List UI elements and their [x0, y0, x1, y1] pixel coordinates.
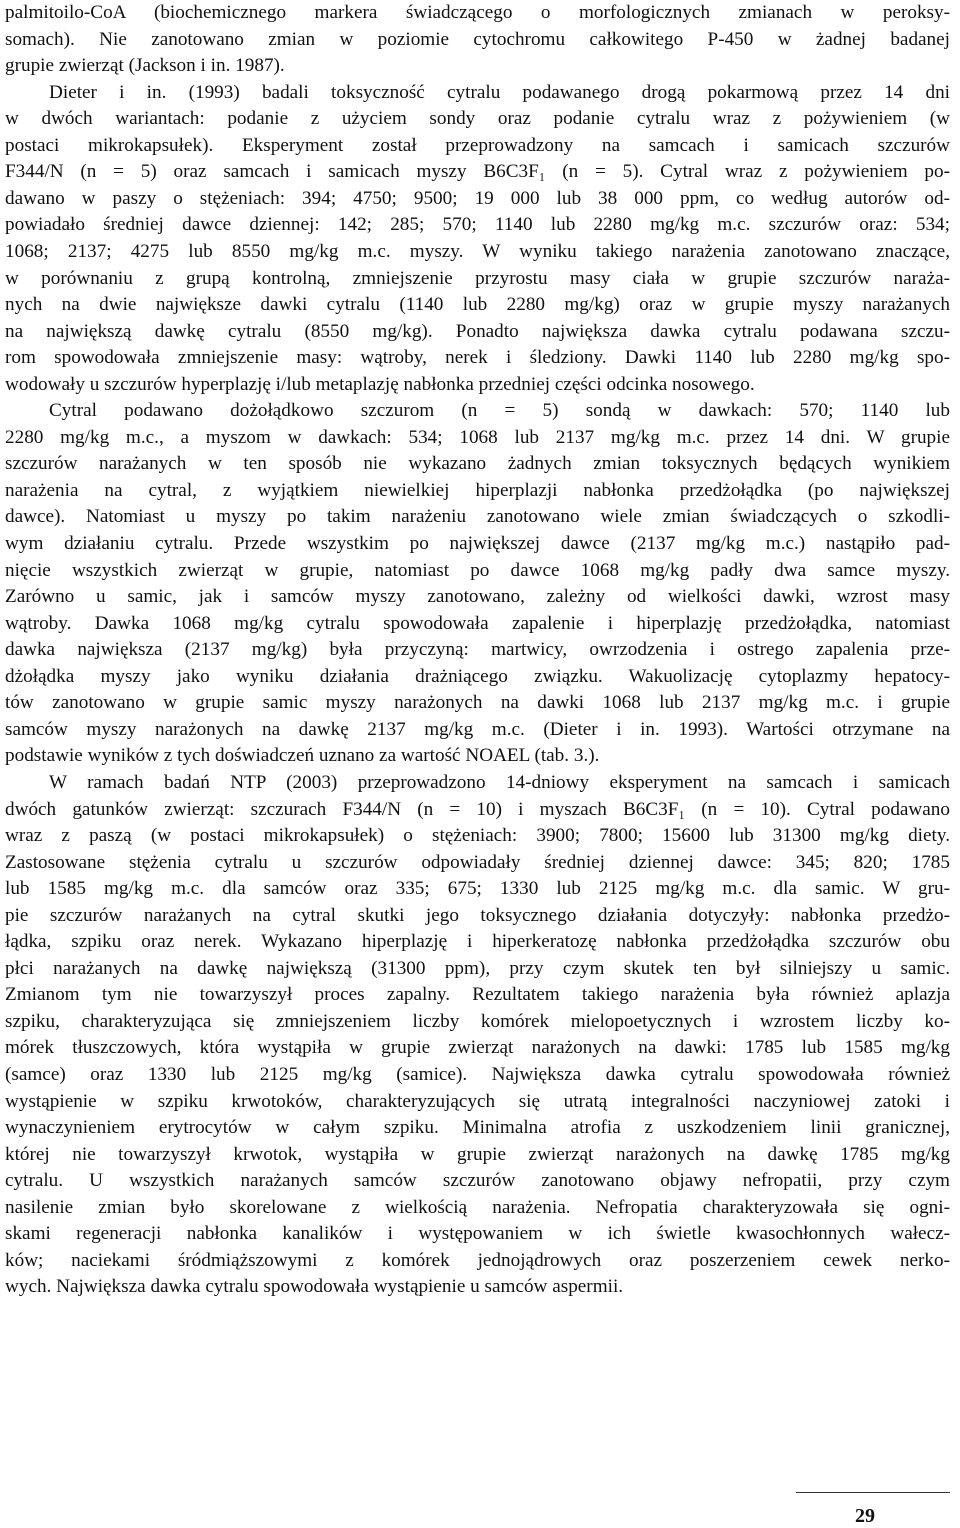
text-line: cytralu. U wszystkich narażanych samców szczurów zanotowano objawy nefropatii, przy czym: [5, 1170, 950, 1192]
text-line: dwóch gatunków zwierząt: szczurach F344/N (n = 10) i myszach B6C3F₁ (n = 10). Cytral podawano: [5, 798, 950, 820]
text-line: Zmianom tym nie towarzyszył proces zapalny. Rezultatem takiego narażenia była również aplazja: [5, 984, 950, 1006]
text-line: somach). Nie zanotowano zmian w poziomie cytochromu całkowitego P-450 w żadnej badanej: [5, 28, 950, 50]
text-line: dawka największa (2137 mg/kg) była przyczyną: martwicy, owrzodzenia i ostrego zapalenia prze-: [5, 639, 950, 661]
text-line: której nie towarzyszył krwotok, wystąpiła w grupie zwierząt narażonych na dawkę 1785 mg/kg: [5, 1143, 950, 1165]
text-line: (samce) oraz 1330 lub 2125 mg/kg (samice). Największa dawka cytralu spowodowała również: [5, 1064, 950, 1085]
text-line: wym działaniu cytralu. Przede wszystkim po największej dawce (2137 mg/kg m.c.) nastąpiło pad-: [5, 533, 950, 554]
text-line: samców myszy narażonych na dawkę 2137 mg/kg m.c. (Dieter i in. 1993). Wartości otrzymane na: [5, 718, 950, 740]
text-line: pie szczurów narażanych na cytral skutki jego toksycznego działania dotyczyły: nabłonka przedżo-: [5, 904, 950, 926]
text-line: W ramach badań NTP (2003) przeprowadzono 14-dniowy eksperyment na samcach i samicach: [49, 771, 950, 793]
text-line: na największą dawkę cytralu (8550 mg/kg). Ponadto największa dawka cytralu podawana szczu-: [5, 320, 950, 342]
text-line: dżołądka myszy jako wyniku działania drażniącego związku. Wakuolizację cytoplazmy hepatocy-: [5, 665, 950, 687]
text-line: palmitoilo-CoA (biochemicznego markera świadczącego o morfologicznych zmianach w peroksy-: [5, 2, 950, 23]
text-line: ków; naciekami śródmiąższowymi z komórek jednojądrowych oraz poszerzeniem cewek nerko-: [5, 1249, 950, 1271]
text-line: łądka, szpiku oraz nerek. Wykazano hiperplazję i hiperkeratozę nabłonka przedżołądka szczurów obu: [5, 931, 950, 953]
text-line: nasilenie zmian było skorelowane z wielkością narażenia. Nefropatia charakteryzowała się ogni-: [5, 1196, 950, 1218]
text-line: wraz z paszą (w postaci mikrokapsułek) o stężeniach: 3900; 7800; 15600 lub 31300 mg/kg diety.: [5, 825, 950, 847]
text-line: Zastosowane stężenia cytralu u szczurów odpowiadały średniej dziennej dawce: 345; 820; 1785: [5, 851, 950, 873]
text-line: szczurów narażanych w ten sposób nie wykazano żadnych zmian toksycznych będących wynikiem: [5, 453, 950, 475]
text-line: szpiku, charakteryzująca się zmniejszeniem liczby komórek mielopoetycznych i wzrostem liczby ko-: [5, 1010, 950, 1032]
text-line: rom spowodowała zmniejszenie masy: wątroby, nerek i śledziony. Dawki 1140 lub 2280 mg/kg spo-: [5, 347, 950, 369]
page-number: 29: [855, 1505, 875, 1527]
footer-rule: [796, 1492, 950, 1493]
text-line: wynaczynieniem erytrocytów w całym szpiku. Minimalna atrofia z uszkodzeniem linii granicznej,: [5, 1117, 950, 1139]
text-line: skami regeneracji nabłonka kanalików i występowaniem w ich świetle kwasochłonnych wałecz-: [5, 1223, 950, 1245]
text-line: dawano w paszy o stężeniach: 394; 4750; 9500; 19 000 lub 38 000 ppm, co według autorów od-: [5, 187, 950, 209]
text-line: F344/N (n = 5) oraz samcach i samicach myszy B6C3F₁ (n = 5). Cytral wraz z pożywieniem po-: [5, 161, 950, 183]
text-line: Cytral podawano dożołądkowo szczurom (n = 5) sondą w dawkach: 570; 1140 lub: [49, 400, 950, 422]
text-line: grupie zwierząt (Jackson i in. 1987).: [5, 55, 285, 77]
text-line: 1068; 2137; 4275 lub 8550 mg/kg m.c. myszy. W wyniku takiego narażenia zanotowano znaczące,: [5, 240, 950, 262]
text-line: wych. Największa dawka cytralu spowodowała wystąpienie u samców aspermii.: [5, 1276, 624, 1298]
text-line: Zarówno u samic, jak i samców myszy zanotowano, zależny od wielkości dawki, wzrost masy: [5, 586, 950, 608]
text-line: 2280 mg/kg m.c., a myszom w dawkach: 534; 1068 lub 2137 mg/kg m.c. przez 14 dni. W grupie: [5, 426, 950, 448]
text-line: mórek tłuszczowych, która wystąpiła w grupie zwierząt narażonych na dawki: 1785 lub 1585 mg/kg: [5, 1037, 950, 1059]
text-line: nięcie wszystkich zwierząt w grupie, natomiast po dawce 1068 mg/kg padły dwa samce myszy.: [5, 559, 950, 581]
text-line: postaci mikrokapsułek). Eksperyment został przeprowadzony na samcach i samicach szczurów: [5, 134, 950, 156]
text-line: Dieter i in. (1993) badali toksyczność cytralu podawanego drogą pokarmową przez 14 dni: [49, 81, 950, 103]
text-line: wodowały u szczurów hyperplazję i/lub metaplazję nabłonka przedniej części odcinka nosowego.: [5, 373, 755, 395]
text-line: płci narażanych na dawkę największą (31300 ppm), przy czym skutek ten był silniejszy u samic.: [5, 957, 950, 979]
text-line: wątroby. Dawka 1068 mg/kg cytralu spowodowała zapalenie i hiperplazję przedżołądka, natomiast: [5, 612, 950, 634]
text-line: lub 1585 mg/kg m.c. dla samców oraz 335; 675; 1330 lub 2125 mg/kg m.c. dla samic. W gru-: [5, 878, 950, 900]
text-line: tów zanotowano w grupie samic myszy narażonych na dawki 1068 lub 2137 mg/kg m.c. i grupie: [5, 692, 950, 714]
text-line: podstawie wyników z tych doświadczeń uznano za wartość NOAEL (tab. 3.).: [5, 745, 600, 767]
text-line: nych na dwie największe dawki cytralu (1140 lub 2280 mg/kg) oraz w grupie myszy narażanych: [5, 294, 950, 316]
text-line: narażenia na cytral, z wyjątkiem niewielkiej hiperplazji nabłonka przedżołądka (po największej: [5, 479, 950, 501]
text-line: powiadało średniej dawce dziennej: 142; 285; 570; 1140 lub 2280 mg/kg m.c. szczurów oraz: 534;: [5, 214, 950, 236]
text-line: dawce). Natomiast u myszy po takim narażeniu zanotowano wiele zmian świadczących o szkodli-: [5, 506, 950, 528]
text-line: w porównaniu z grupą kontrolną, zmniejszenie przyrostu masy ciała w grupie szczurów naraża-: [5, 267, 950, 289]
text-line: wystąpienie w szpiku krwotoków, charakteryzujących się utratą integralności naczyniowej zatoki i: [5, 1090, 950, 1112]
text-line: w dwóch wariantach: podanie z użyciem sondy oraz podanie cytralu wraz z pożywieniem (w: [5, 108, 950, 130]
